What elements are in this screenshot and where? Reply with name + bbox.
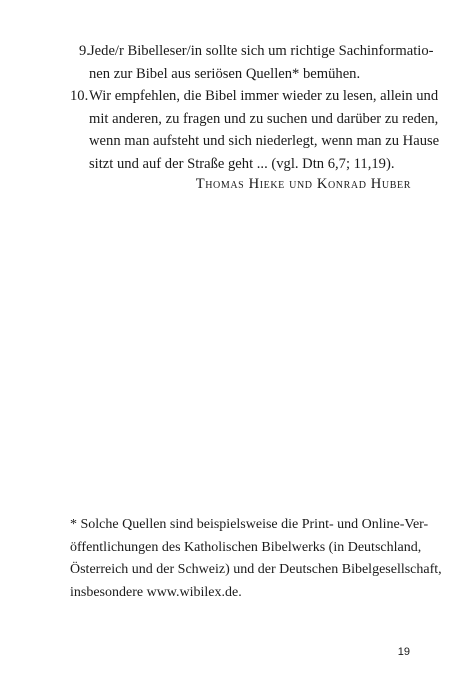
list-item-10 — [70, 85, 440, 175]
footnote — [70, 514, 442, 604]
author-signature: Thomas Hieke und Konrad Huber — [195, 176, 411, 192]
list-item-line: mit anderen, zu fragen und zu suchen und darüber zu reden, — [89, 110, 439, 127]
list-item-line: sitzt und auf der Straße geht ... (vgl. Dtn 6,7; 11,19). — [89, 155, 395, 172]
page-number: 19 — [397, 646, 410, 658]
footnote-line: Österreich und der Schweiz) und der Deutschen Bibelgesellschaft, — [70, 562, 442, 577]
list-item-number: 9. — [79, 43, 90, 59]
list-item-number: 10. — [70, 88, 89, 104]
list-item-line: nen zur Bibel aus seriösen Quellen* bemühen. — [89, 65, 361, 82]
list-item-9 — [70, 40, 434, 85]
numbered-list — [70, 40, 440, 175]
footnote-line: öffentlichungen des Katholischen Bibelwerks (in Deutschland, — [70, 539, 422, 555]
list-item-line: Wir empfehlen, die Bibel immer wieder zu lesen, allein und — [89, 88, 439, 104]
list-item-line: wenn man aufsteht und sich niederlegt, wenn man zu Hause — [89, 133, 440, 149]
list-item-line: Jede/r Bibelleser/in sollte sich um richtige Sachinformatio- — [89, 43, 434, 59]
footnote-line: * Solche Quellen sind beispielsweise die Print- und Online-Ver- — [70, 517, 429, 532]
footnote-line: insbesondere www.wibilex.de. — [70, 584, 242, 600]
